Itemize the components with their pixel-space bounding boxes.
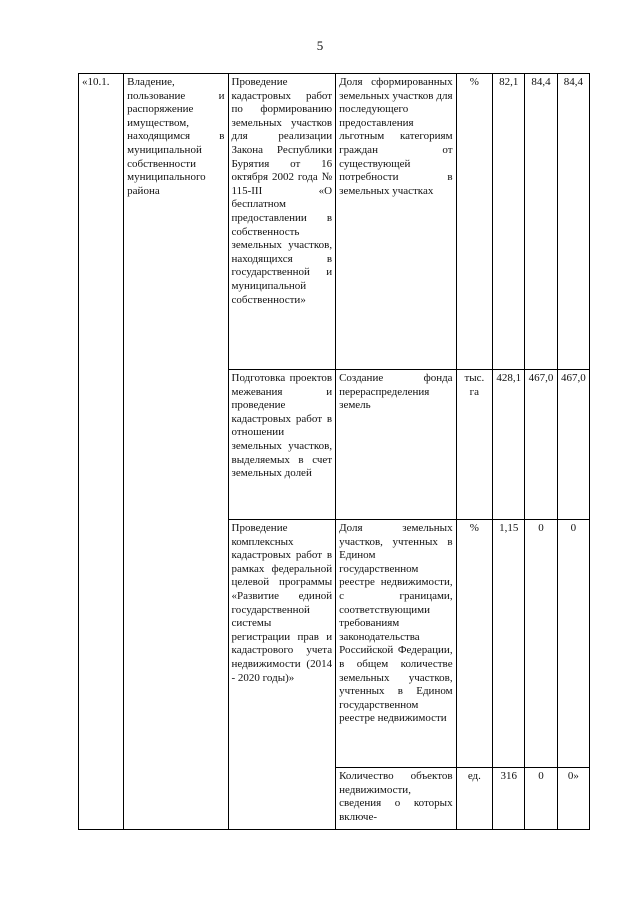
indicator-cell: Количество объектов недвижимости, сведения о которых включе- <box>336 768 456 830</box>
table-row <box>79 74 590 370</box>
value-cell: 1,15 <box>493 520 525 768</box>
page-number: 5 <box>316 38 324 53</box>
task-cell: Владение, пользование и распоряжение имуществом, находящимся в муниципальной собственности муниципального района <box>124 74 228 830</box>
value-cell: 84,4 <box>525 74 557 370</box>
event-cell: Проведение кадастровых работ по формированию земельных участков для реализации Закона Республики Бурятия от 16 октября 2002 года № 115-III «О бесплатном предоставлении в собственность земельных участков, находящихся в государственной и муниципальной собственности» <box>228 74 336 370</box>
unit-cell: % <box>456 74 493 370</box>
unit-cell: % <box>456 520 493 768</box>
value-cell: 467,0 <box>525 370 557 520</box>
value-cell: 467,0 <box>557 370 589 520</box>
value-cell: 0 <box>525 520 557 768</box>
indicator-cell: Доля земельных участков, учтенных в Едином государственном реестре недвижимости, с границами, соответствующими требованиям законодательства Российской Федерации, в общем количестве земельных участков, учтенных в Едином государственном реестре недвижимости <box>336 520 456 768</box>
value-cell: 0 <box>525 768 557 830</box>
unit-cell: тыс. га <box>456 370 493 520</box>
event-cell: Подготовка проектов межевания и проведение кадастровых работ в отношении земельных участков, выделяемых в счет земельных долей <box>228 370 336 520</box>
value-cell: 0» <box>557 768 589 830</box>
value-cell: 428,1 <box>493 370 525 520</box>
event-cell: Проведение комплексных кадастровых работ в рамках федеральной целевой программы «Развитие единой государственной системы регистрации прав и кадастрового учета недвижимости (2014 - 2020 годы)» <box>228 520 336 830</box>
indicator-cell: Создание фонда перераспределения земель <box>336 370 456 520</box>
program-indicators-table <box>78 73 590 830</box>
value-cell: 82,1 <box>493 74 525 370</box>
value-cell: 0 <box>557 520 589 768</box>
row-number-cell: «10.1. <box>79 74 124 830</box>
unit-cell: ед. <box>456 768 493 830</box>
indicator-cell: Доля сформированных земельных участков для последующего предоставления льготным категориям граждан от существующей потребности в земельных участках <box>336 74 456 370</box>
value-cell: 316 <box>493 768 525 830</box>
value-cell: 84,4 <box>557 74 589 370</box>
